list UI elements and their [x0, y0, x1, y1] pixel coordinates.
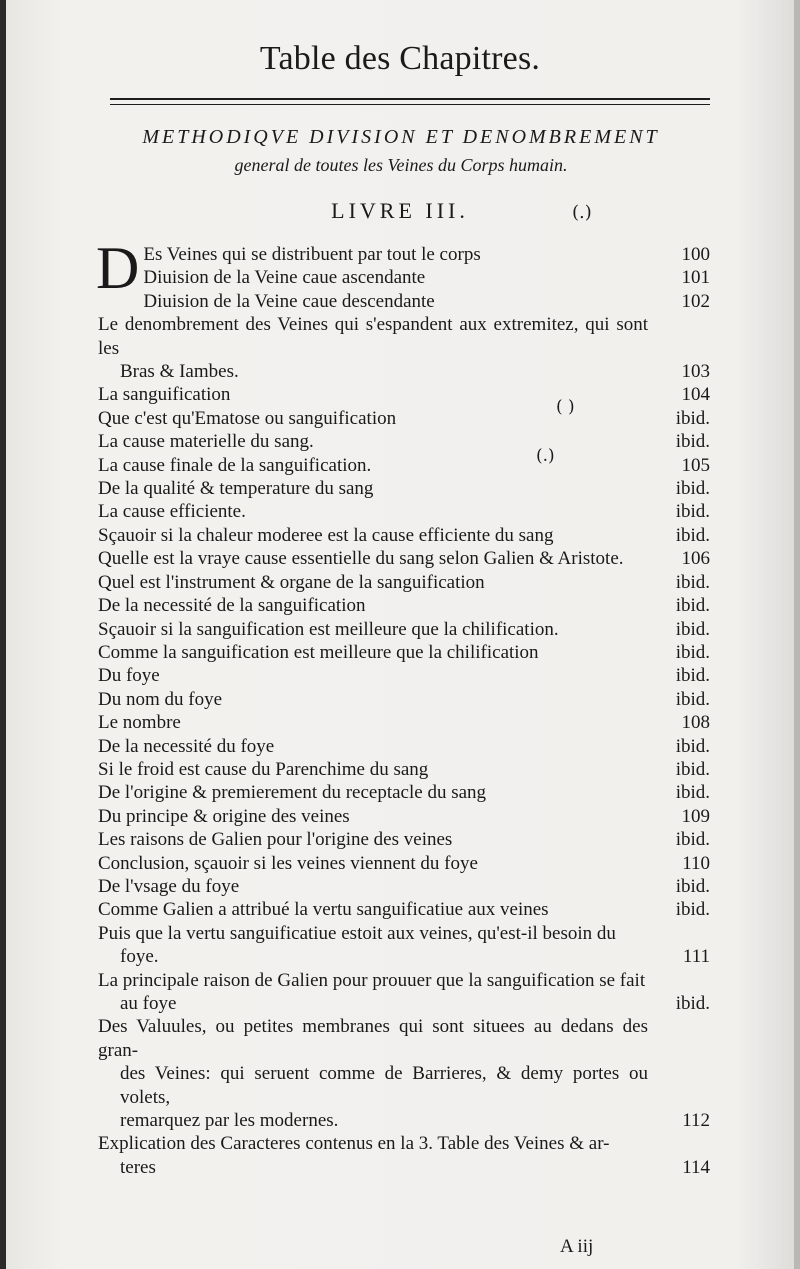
- toc-entry-page: 111: [682, 946, 710, 968]
- toc-entry-continuation: foye.: [120, 946, 159, 968]
- toc-entry-continuation: remarquez par les modernes.: [120, 1110, 339, 1132]
- paren-mark: ( ): [556, 397, 575, 417]
- toc-entry-title: Si le froid est cause du Parenchime du sang: [98, 758, 429, 780]
- toc-entry-page: 112: [682, 1110, 710, 1132]
- toc-entry: [98, 383, 710, 406]
- toc-entry-continuation: teres: [120, 1156, 156, 1178]
- toc-entry-page: 105: [681, 454, 710, 476]
- toc-entry: [98, 454, 710, 477]
- toc-entry: [98, 875, 710, 898]
- toc-entry: [98, 781, 710, 804]
- page-edge-right: [794, 0, 800, 1269]
- toc-entry-page: ibid.: [675, 829, 710, 851]
- toc-entry-page: 106: [681, 548, 710, 570]
- toc-entry-page: ibid.: [675, 571, 710, 593]
- toc-entry-page: ibid.: [675, 993, 710, 1014]
- toc-entry-title: Que c'est qu'Ematose ou sanguification: [98, 407, 397, 429]
- toc-entry-page: ibid.: [675, 431, 710, 453]
- toc-entry-page: 101: [681, 267, 710, 289]
- toc-entry: [98, 313, 710, 383]
- toc-entry: [98, 898, 710, 921]
- toc-entry-list: [98, 290, 710, 1179]
- toc-entry-page: 114: [682, 1156, 710, 1178]
- toc-entry: [98, 758, 710, 781]
- toc-entry-title: Conclusion, sçauoir si les veines viennent du foye: [98, 852, 478, 874]
- toc-entry: [98, 688, 710, 711]
- toc-entry-title: Des Valuules, ou petites membranes qui sont situees au dedans des gran-: [98, 1016, 648, 1061]
- toc-entry-title: Sçauoir si la sanguification est meilleure que la chilification.: [98, 618, 559, 640]
- toc-entry-continuation: des Veines: qui seruent comme de Barrieres, & demy portes ou volets,: [120, 1063, 648, 1108]
- toc-entry-page: 102: [681, 290, 710, 312]
- toc-entry-title: La sanguification: [98, 384, 231, 406]
- toc-entry-title: De la necessité du foye: [98, 735, 275, 757]
- toc-entry-page: ibid.: [675, 641, 710, 663]
- toc-entry-title: Le nombre: [98, 712, 181, 734]
- toc-entry-page: ibid.: [675, 407, 710, 429]
- toc-entry: [98, 805, 710, 828]
- toc-entry-title: La principale raison de Galien pour prouuer que la sanguification se fait: [98, 969, 646, 991]
- toc-entry-page: ibid.: [675, 501, 710, 523]
- toc-entry-page: ibid.: [675, 618, 710, 640]
- book-label: LIVRE III.: [331, 198, 469, 223]
- toc-entry-continuation: au foye: [120, 993, 177, 1014]
- toc-entry-page: 110: [682, 852, 710, 874]
- toc-entry-continuation: Bras & Iambes.: [120, 361, 239, 383]
- toc-entry: [98, 477, 710, 500]
- toc-entry-page: ibid.: [675, 899, 710, 921]
- toc-entry-title: Comme Galien a attribué la vertu sanguificatiue aux veines: [98, 899, 549, 921]
- toc-entry: [98, 852, 710, 875]
- toc-entry-title: Le denombrement des Veines qui s'espandent aux extremitez, qui sont les: [98, 314, 648, 359]
- running-head: Table des Chapitres.: [259, 40, 541, 77]
- toc-entry-title: La cause efficiente.: [98, 501, 246, 523]
- toc-entry-title: Quel est l'instrument & organe de la sanguification: [98, 571, 485, 593]
- toc-entry: [98, 664, 710, 687]
- toc-entry-title: Diuision de la Veine caue descendante: [143, 290, 435, 312]
- toc-entry-title: De la qualité & temperature du sang: [98, 478, 374, 500]
- toc-entry: [98, 711, 710, 734]
- toc-entry: [98, 641, 710, 664]
- header-rule-thin: [110, 104, 710, 105]
- toc-entry: [98, 571, 710, 594]
- toc-entry-title: Es Veines qui se distribuent par tout le corps: [143, 244, 481, 265]
- toc-entry-title: Les raisons de Galien pour l'origine des veines: [98, 829, 453, 851]
- header-rule: [110, 98, 710, 100]
- toc-entry-page: ibid.: [675, 875, 710, 897]
- toc-entry-title: Puis que la vertu sanguificatiue estoit aux veines, qu'est-il besoin du: [98, 922, 616, 944]
- toc-entry: [98, 500, 710, 523]
- toc-entry-title: De la necessité de la sanguification: [98, 595, 366, 617]
- toc-entry: [98, 1015, 710, 1132]
- table-of-contents: [96, 235, 710, 1179]
- toc-entry-title: Comme la sanguification est meilleure que la chilification: [98, 641, 539, 663]
- toc-entry: [98, 1132, 710, 1179]
- paren-mark: (.): [536, 446, 555, 466]
- toc-entry-title: Diuision de la Veine caue ascendante: [143, 267, 426, 289]
- toc-entry-title: Sçauoir si la chaleur moderee est la cause efficiente du sang: [98, 524, 554, 546]
- toc-entry-title: De l'vsage du foye: [98, 875, 240, 897]
- toc-entry: [98, 618, 710, 641]
- toc-entry: [98, 922, 710, 969]
- toc-entry-title: La cause finale de la sanguification.: [98, 454, 372, 476]
- toc-entry-title: Explication des Caracteres contenus en la 3. Table des Veines & ar-: [98, 1133, 610, 1155]
- signature-mark: A iij: [560, 1236, 594, 1257]
- toc-entry-page: 100: [681, 244, 710, 265]
- toc-entry-page: ibid.: [675, 524, 710, 546]
- toc-entry-title: Du principe & origine des veines: [98, 805, 350, 827]
- toc-entry: [98, 969, 710, 1016]
- toc-entry: [98, 735, 710, 758]
- toc-entry-page: 104: [681, 384, 710, 406]
- toc-entry-title: De l'origine & premierement du receptacle du sang: [98, 782, 487, 804]
- section-subheading: general de toutes les Veines du Corps humain.: [234, 155, 568, 175]
- toc-entry: [98, 524, 710, 547]
- toc-entry: [98, 547, 710, 570]
- toc-entry-page: ibid.: [675, 595, 710, 617]
- toc-entry: [98, 594, 710, 617]
- toc-entry-page: 103: [681, 361, 710, 383]
- toc-entry-page: ibid.: [675, 665, 710, 687]
- toc-entry-title: La cause materielle du sang.: [98, 431, 314, 453]
- toc-entry-page: 109: [681, 805, 710, 827]
- toc-entry-title: Du nom du foye: [98, 688, 223, 710]
- toc-entry-page: 108: [681, 712, 710, 734]
- book-mark: (.): [572, 202, 592, 223]
- section-heading: METHODIQVE DIVISION ET DENOMBREMENT: [142, 126, 660, 148]
- toc-entry-page: ibid.: [675, 735, 710, 757]
- toc-entry-page: ibid.: [675, 688, 710, 710]
- toc-entry: [98, 407, 710, 430]
- toc-entry-page: ibid.: [675, 758, 710, 780]
- toc-entry-page: ibid.: [675, 478, 710, 500]
- page-edge-left: [0, 0, 6, 1269]
- toc-entry-title: Quelle est la vraye cause essentielle du sang selon Galien & Aristote.: [98, 548, 624, 570]
- drop-cap: D: [96, 235, 140, 301]
- toc-entry-title: Du foye: [98, 665, 160, 687]
- toc-entry: [98, 828, 710, 851]
- toc-entry: [98, 290, 710, 313]
- toc-entry: [98, 430, 710, 453]
- toc-entry-page: ibid.: [675, 782, 710, 804]
